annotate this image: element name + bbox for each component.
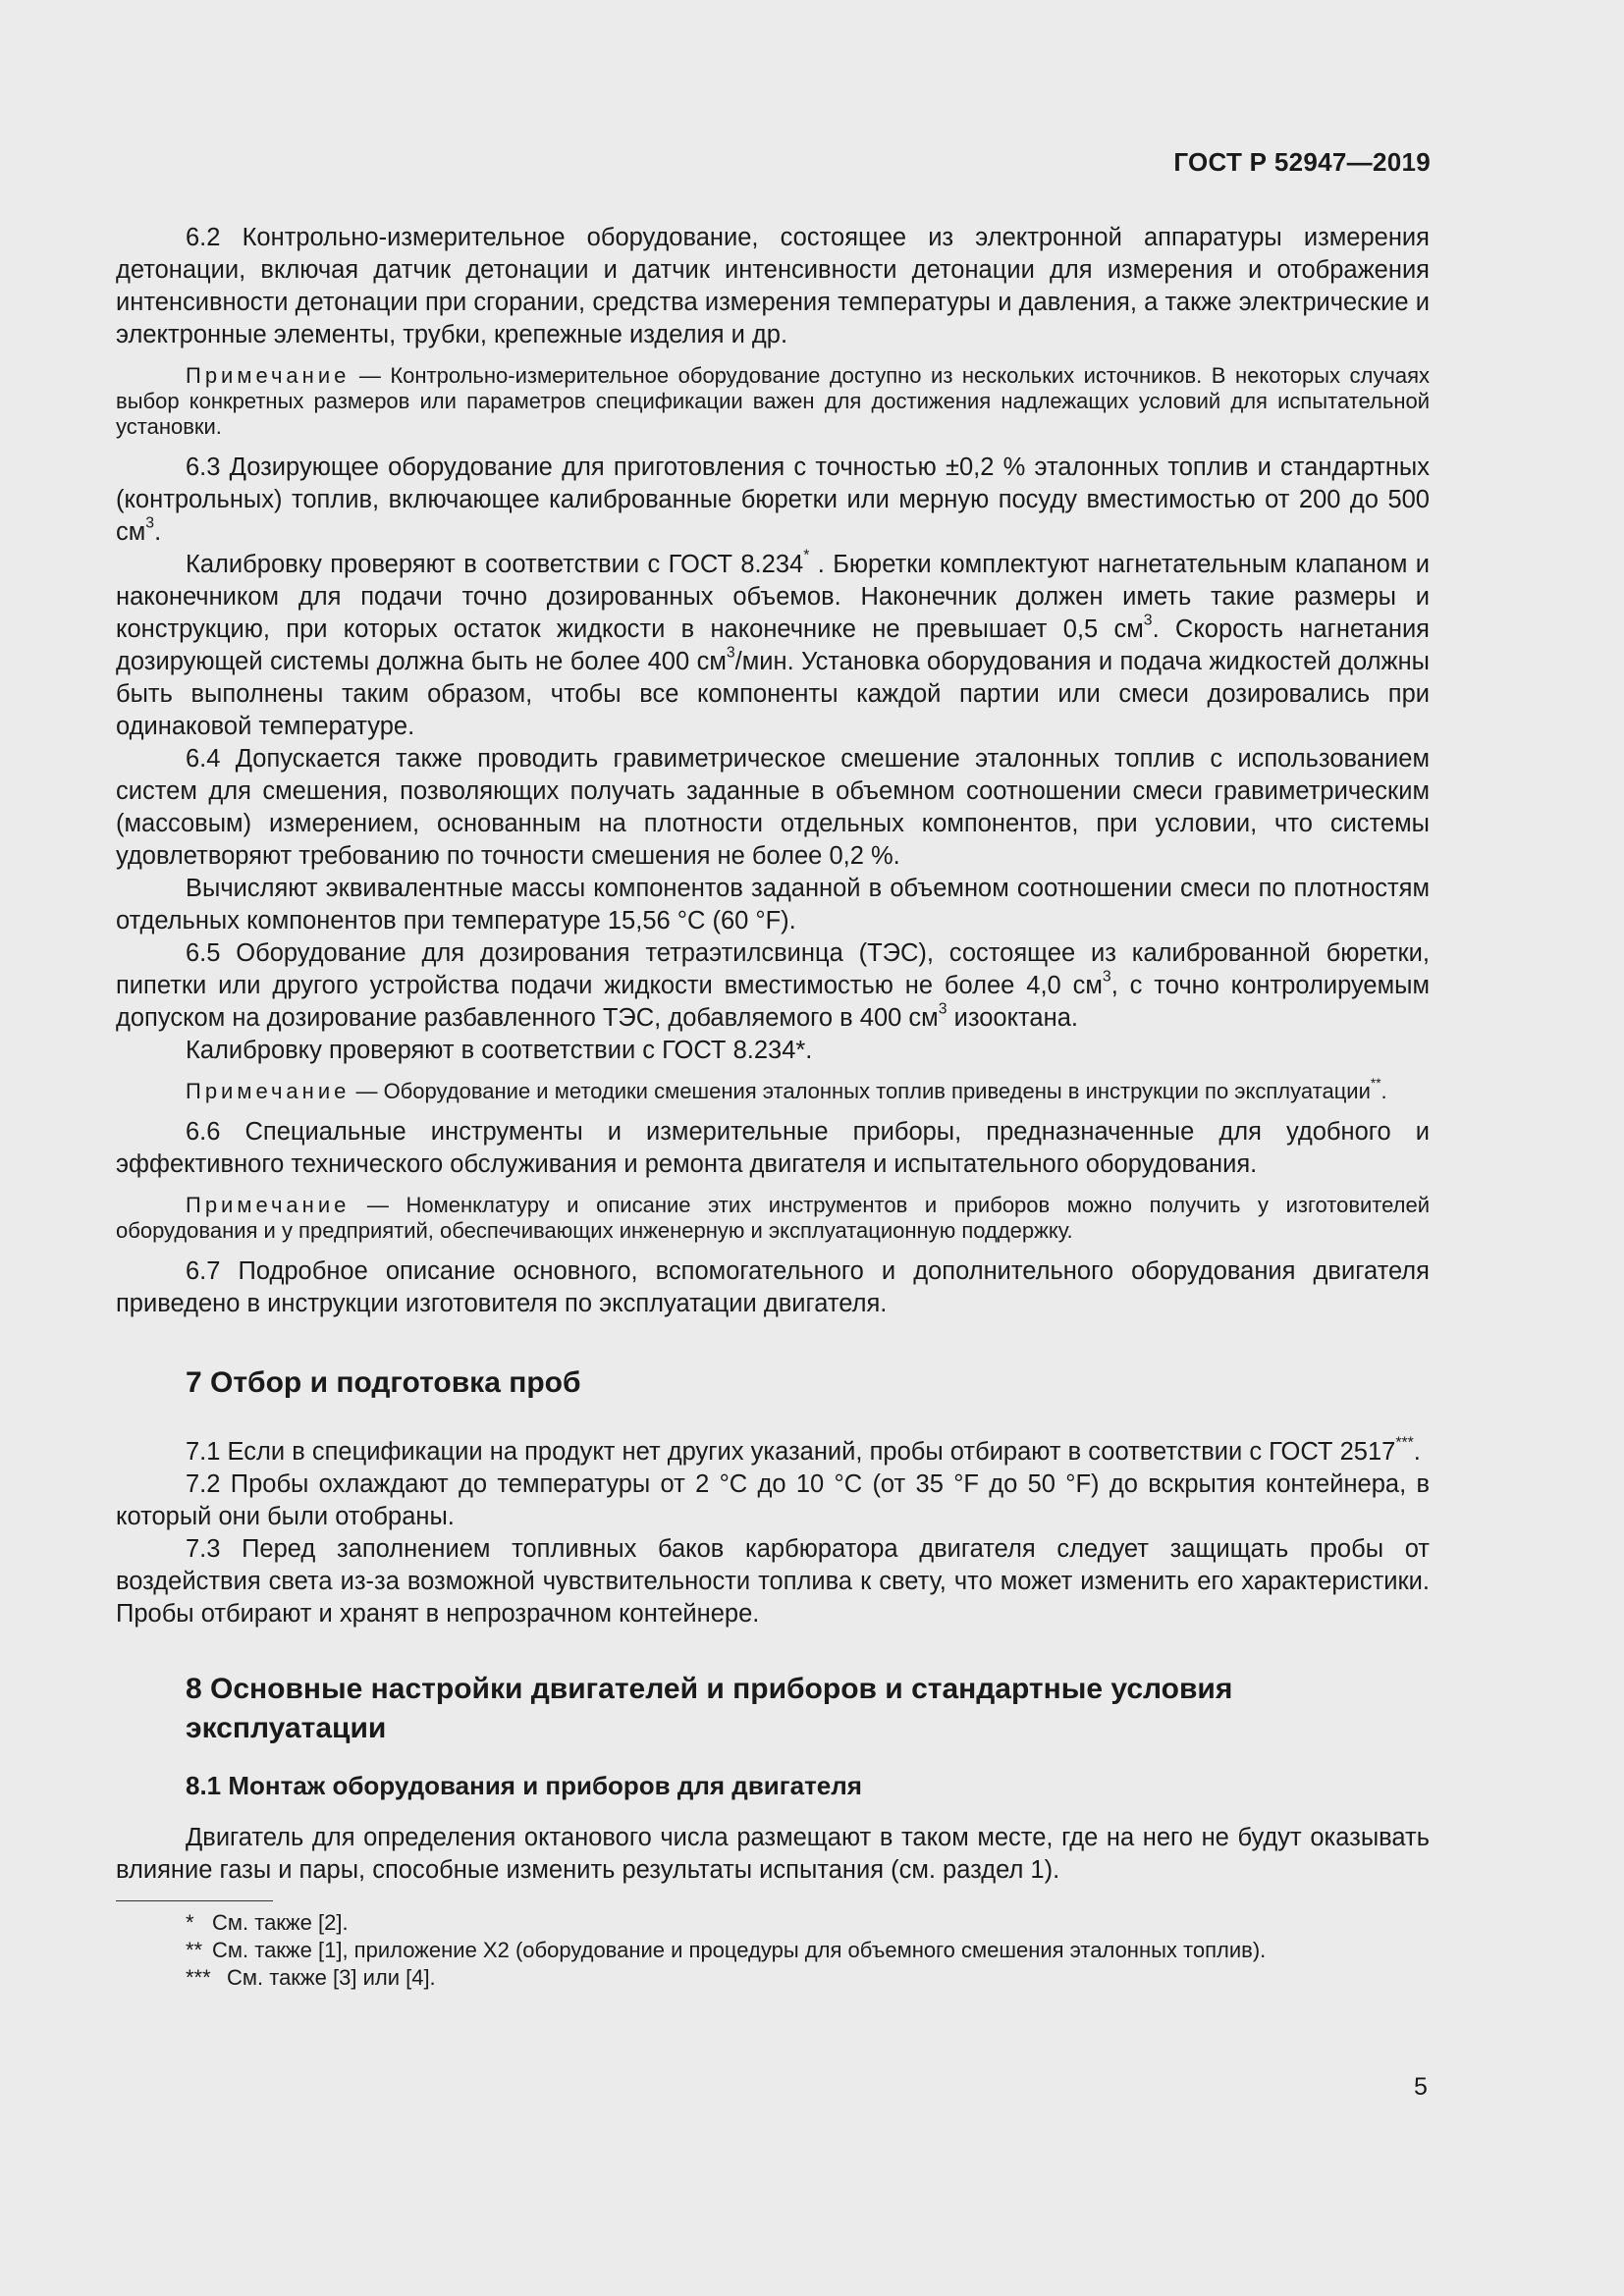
footnote-3: *** См. также [3] или [4]. [186,1965,436,1990]
note-label: Примечание [186,363,351,388]
paragraph-6-5-calibration: Калибровку проверяют в соответствии с ГОСТ 8.234*. [186,1037,813,1064]
footnote-2: ** См. также [1], приложение Х2 (оборудование и процедуры для объемного смешения эталонных топлив). [186,1938,1267,1962]
paragraph-6-6: 6.6 Специальные инструменты и измерительные приборы, предназначенные для удобного и эффективного технического обслуживания и ремонта двигателя и испытательного оборудования. [116,1118,1430,1178]
section-8-1-heading: 8.1 Монтаж оборудования и приборов для двигателя [186,1771,862,1800]
footnote-1: * См. также [2]. [186,1910,349,1935]
note-6-2: Примечание — Контрольно-измерительное оборудование доступно из нескольких источников. В некоторых случаях выбор конкретных размеров или параметров спецификации важен для достижения надлежащих условий для испытательной установки. [116,363,1430,439]
note-6-6: Примечание — Номенклатуру и описание этих инструментов и приборов можно получить у изготовителей оборудования и у предприятий, обеспечивающих инженерную и эксплуатационную поддержку. [116,1193,1430,1243]
paragraph-7-1: 7.1 Если в спецификации на продукт нет других указаний, пробы отбирают в соответствии с ГОСТ 2517***. [186,1434,1421,1466]
paragraph-6-7: 6.7 Подробное описание основного, вспомогательного и дополнительного оборудования двигателя приведено в инструкции изготовителя по эксплуатации двигателя. [116,1257,1430,1317]
paragraph-7-2: 7.2 Пробы охлаждают до температуры от 2 °С до 10 °С (от 35 °F до 50 °F) до вскрытия контейнера, в который они были отобраны. [116,1470,1430,1530]
paragraph-6-5: 6.5 Оборудование для дозирования тетраэтилсвинца (ТЭС), состоящее из калиброванной бюретки, пипетки или другого устройства подачи жидкости вместимостью не более 4,0 $см^3$, с точно контролируемым допуском на дозирование разбавленного ТЭС, добавляемого в 400 $см^3$ изооктана. [116,939,1430,1032]
document-body [116,222,1430,1992]
paragraph-8-1: Двигатель для определения октанового числа размещают в таком месте, где на него не будут оказывать влияние газы и пары, способные изменить результаты испытания (см. раздел 1). [116,1824,1430,1884]
paragraph-6-4-masses: Вычисляют эквивалентные массы компонентов заданной в объемном соотношении смеси по плотностям отдельных компонентов при температуре 15,56 °С (60 °F). [116,875,1430,934]
section-7-heading: 7 Отбор и подготовка проб [186,1366,581,1399]
page-number: 5 [1414,2073,1428,2101]
paragraph-7-3: 7.3 Перед заполнением топливных баков карбюратора двигателя следует защищать пробы от воздействия света из-за возможной чувствительности топлива к свету, что может изменить его характеристики. Пробы отбирают и хранят в непрозрачном контейнере. [116,1535,1430,1628]
note-6-5: Примечание — Оборудование и методики смешения эталонных топлив приведены в инструкции по эксплуатации**. [186,1076,1387,1103]
paragraph-6-4: 6.4 Допускается также проводить гравиметрическое смешение эталонных топлив с использованием систем для смешения, позволяющих получать заданные в объемном соотношении смеси гравиметрическим (массовым) измерением, основанным на плотности отдельных компонентов, при условии, что системы удовлетворяют требованию по точности смешения не более 0,2 %. [116,745,1430,870]
document-code: ГОСТ Р 52947—2019 [1173,147,1431,177]
paragraph-6-3: 6.3 Дозирующее оборудование для приготовления с точностью ±0,2 % эталонных топлив и стандартных (контрольных) топлив, включающее калиброванные бюретки или мерную посуду вместимостью от 200 до 500 $см^3$. [116,454,1430,546]
paragraph-calibration: Калибровку проверяют в соответствии с ГОСТ 8.234* . Бюретки комплектуют нагнетательным клапаном и наконечником для подачи точно дозированных объемов. Наконечник должен иметь такие размеры и конструкцию, при которых остаток жидкости в наконечнике не превышает 0,5 $см^3$. Скорость нагнетания дозирующей системы должна быть не более 400 $см^3$/мин. Установка оборудования и подача жидкостей должны быть выполнены таким образом, чтобы все компоненты каждой партии или смеси дозировались при одинаковой температуре. [116,547,1430,740]
section-8-heading: 8 Основные настройки двигателей и приборов и стандартные условия эксплуатации [186,1673,1233,1744]
paragraph-6-2: 6.2 Контрольно-измерительное оборудование, состоящее из электронной аппаратуры измерения детонации, включая датчик детонации и датчик интенсивности детонации для измерения и отображения интенсивности детонации при сгорании, средства измерения температуры и давления, а также электрические и электронные элементы, трубки, крепежные изделия и др. [116,224,1430,348]
footnote-divider [116,1900,273,1901]
